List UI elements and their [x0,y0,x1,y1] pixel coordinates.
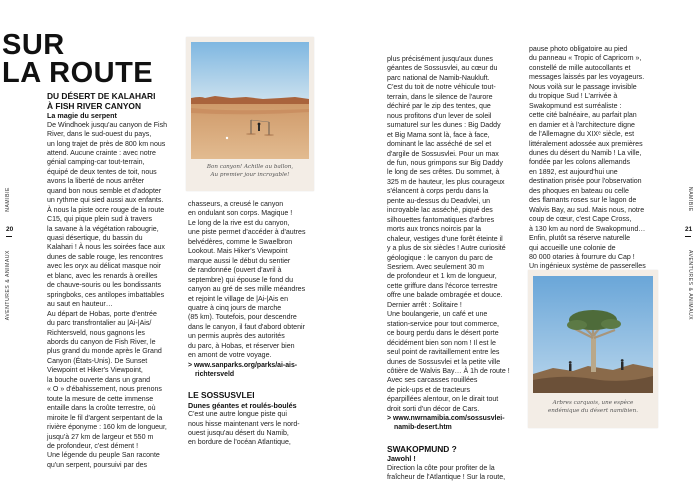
text-line: surnaturel sur les dunes : Big Daddy [387,122,501,130]
text-line: C15, qui pique plein sud à travers [47,216,152,224]
text-line: littéralement adossée aux premières [529,140,643,148]
text-line: De Windhoek jusqu'au canyon de Fish [47,121,168,129]
column-4 [529,45,664,291]
text-line: pente au-dessus du Deadvlei, un [387,197,491,205]
text-line: quatre à cinq jours de marche [188,304,282,312]
text-line: quasi désertique, du bassin du [47,235,143,243]
text-line: du panneau « Tropic of Capricorn », [529,55,642,63]
text-line: incroyable lac asséché, piqué des [387,207,493,215]
page-number-right: 21 [685,226,693,233]
title-line-2: LA ROUTE [2,57,154,89]
text-line: dominant le lac asséché de sel et [387,141,492,149]
text-line: en bordure de l'océan Atlantique, [188,439,291,447]
text-line: de randonnée (ouvert d'avril à [188,267,282,275]
photo-canyon-caption-1: Bon canyon! Achille au ballon, [206,164,294,170]
text-line: station-service pour tout commerce, [387,320,500,328]
text-line: belvédères, comme le Swaelbron [188,238,293,246]
text-line: géologique : le canyon du parc de [387,254,493,262]
section-subheading-jawohl: Jawohl ! [387,454,416,464]
text-line: décidément bien son nom ! Il est le [387,339,496,347]
text-line: la bouche ouverte dans un grand [47,376,151,384]
text-line: déchiré par le zip des tentes, que [387,103,491,111]
section-label-right: AVENTURES & ANIMAUX [687,250,693,321]
photo-quiver-card [528,270,658,428]
text-line: morts aux troncs noircis par la [387,226,481,234]
text-line: et Big Mama sont là, face à face, [387,131,490,139]
text-line: de l'Allemagne du XIXᵉ siècle, est [529,131,635,139]
section-3b-text [387,464,517,483]
text-line: dunes de sable rouge, les rencontres [47,253,163,261]
text-line: miroite le fil d'argent serpentant de la [47,414,163,422]
text-line: et rejoint le village de |Ai-|Ais en [188,295,289,303]
text-line: et blanc, avec les renards à oreilles [47,272,158,280]
text-line: (85 km). Toutefois, pour descendre [188,314,297,322]
text-line: une piste permet d'accéder à d'autres [188,229,306,237]
text-line: d'argile de Sossusvlei. Pour un max [387,150,499,158]
section-heading-kalahari-1: DU DÉSERT DE KALAHARI [47,91,156,101]
margin-separator-left [6,236,12,237]
canyon-photo [191,42,309,159]
page-number-left: 20 [6,226,14,233]
text-line: de profondeur et 1 km de longueur, [387,273,497,281]
sanparks-link-2[interactable]: richtersveld [195,370,235,378]
text-line: y a plus de six siècles ! Autre curiosité [387,245,506,253]
text-line: ce bourg perdu dans le désert porte [387,330,499,338]
text-line: des phoques en bateau ou celle [529,187,629,195]
text-line: C'est du toit de notre véhicule tout- [387,84,496,92]
text-line: de chauve-souris ou les bondissants [47,282,161,290]
text-line: du parc transfrontalier au |Ai-|Ais/ [47,320,152,328]
text-line: plus grand du monde après le Grand [47,348,162,356]
text-line: « O » d'ébahissement, nous prenons [47,386,162,394]
text-line: ouest jusqu'au désert du Namib, [188,430,289,438]
text-line: toute la mesure de cette immense [47,395,154,403]
nwrnamibia-link-1[interactable]: > www.nwrnamibia.com/sossusvlei- [387,415,505,423]
text-line: abords du canyon de Fish River, le [47,339,156,347]
text-line: jusqu'à 27 km de largeur et 550 m [47,433,154,441]
text-line: génial camping-car tout-terrain, [47,159,145,167]
photo-quiver-caption-2: endémique du désert namibien. [548,408,638,414]
text-line: dans le canyon, il faut d'abord obtenir [188,323,305,331]
text-line: Dernier arrêt : Solitaire ! [387,301,462,309]
photo-canyon-card [186,37,314,191]
text-line: offre une balade ombragée et douce. [387,292,503,300]
text-line: avec les oryx au délicat masque noir [47,263,161,271]
text-line: entaille dans la croûte terrestre, où [47,405,156,413]
text-line: plus précisément jusqu'aux dunes [387,56,493,63]
text-line: 325 m de hauteur, les plus courageux [387,178,505,186]
text-line: dunes du désert du Namib ! La ville, [529,149,642,157]
text-line: constellé de mille autocollants et [529,64,631,72]
text-line: en ondulant son corps. Magique ! [188,210,293,218]
text-line: Swakopmund est surréaliste : [529,102,622,110]
text-line: droit sorti d'un décor de Cars. [387,405,480,413]
text-line: seul point de ravitaillement entre les [387,349,500,357]
text-line: Walvis Bay, au sud. Mais nous, notre [529,206,645,214]
text-line: cette griffure dans l'écorce terrestre [387,282,498,290]
title-line-1: SUR [2,29,65,61]
photo-canyon-caption-2: Au premier jour incroyable! [210,172,290,178]
text-line: de profondeur, c'est dément ! [47,443,139,450]
text-line: côtière de Walvis Bay… À 1h de route ! [387,367,510,375]
text-line: dunes de Sossusvlei et la petite ville [387,358,501,366]
column-3 [387,55,517,483]
section-subheading-dunes: Dunes géantes et roulés-boulés [188,400,297,410]
text-line: géantes de Sossusvlei, au cœur du [387,65,498,73]
text-line: messages laissés par les voyageurs. [529,74,645,82]
text-line: Nous voilà sur le passage invisible [529,83,637,91]
section-label-left: AVENTURES & ANIMAUX [5,250,11,321]
text-line: Une légende du peuple San raconte [47,452,160,460]
text-line: en 1892, est aujourd'hui une [529,168,618,176]
text-line: C'est une autre longue piste qui [188,411,287,419]
text-line: silhouettes fantomatiques d'arbres [387,216,495,224]
text-line: de pick-ups et de tracteurs [387,386,471,394]
section-heading-sossusvlei: LE SOSSUSVLEI [188,390,255,401]
column-1 [47,92,182,470]
text-line: nous profitons d'un lever de soleil [387,112,492,120]
photo-quiver-caption-1: Arbres carquois, une espèce [552,400,634,406]
text-line: en damier et à l'architecture digne [529,121,635,129]
text-line: Avec ses carcasses rouillées [387,377,478,385]
section-2b-text [188,410,318,448]
text-line: cette cité balnéaire, au parfait plan [529,112,637,120]
nwrnamibia-link-2[interactable]: namib-desert.htm [394,424,452,432]
text-line: Un ingénieux système de passerelles [529,263,646,271]
text-line: un long trajet de près de 800 km nous [47,140,166,148]
text-line: Kalahari ! À nous les soirées face aux [47,244,165,252]
text-line: Au départ de Hobas, porte d'entrée [47,310,157,318]
text-line: marque aussi le début du sentier [188,257,291,265]
text-line: chaleur, vestiges d'une forêt éteinte il [387,235,503,243]
text-line: canyon au gré de ses mille méandres [188,286,306,294]
section-heading-kalahari-2: À FISH RIVER CANYON [47,100,141,111]
text-line: équipé de deux tentes de toit, nous [47,168,157,176]
column-2 [188,200,318,448]
text-line: Direction la côte pour profiter de la [387,464,495,472]
text-line: Sesriem. Avec seulement 30 m [387,263,485,271]
text-line: 80 000 otaries à fourrure du Cap ! [529,253,635,261]
text-line: Lookout. Mais Hiker's Viewpoint [188,248,288,256]
text-line: attend. Aucune crainte : avec notre [47,149,156,157]
text-line: quand bon nous semble et d'adopter [47,187,162,195]
text-line: Viewpoint et Hiker's Viewpoint, [47,367,143,375]
country-label-left: NAMIBIE [5,187,11,212]
text-line: chasseurs, a creusé le canyon [188,201,284,208]
text-line: springboks, ces antilopes imbattables [47,291,165,299]
text-line: de fun, nous grimpons sur Big Daddy [387,159,503,167]
section-subheading-serpent: La magie du serpent [47,111,117,121]
text-line: Richtersveld, nous gagnons les [47,329,145,337]
section-2-text [188,200,318,361]
section-3-text [387,55,517,414]
text-line: qu'un serpent, poursuivi par des [47,461,148,469]
text-line: un rythme qui sied aussi aux enfants. [47,197,164,205]
text-line: le long de ses crêtes. Du sommet, à [387,169,500,177]
text-line: pause photo obligatoire au pied [529,46,628,53]
text-line: nous hisse maintenant vers le nord- [188,420,300,428]
text-line: terrain, dans le silence de l'aurore [387,93,493,101]
text-line: s'élancent à corps perdu dans la [387,188,489,196]
text-line: Canyon (États-Unis). De Sunset [47,357,148,365]
text-line: avons la liberté de nous arrêter [47,178,145,186]
section-4-text [529,45,664,291]
text-line: parc national de Namib-Naukluft. [387,74,490,82]
section-1-text [47,121,182,471]
sanparks-link-1[interactable]: > www.sanparks.org/parks/ai-ais- [188,361,298,369]
text-line: qui accueille une colonie de [529,244,616,252]
text-line: éparpillées alentour, on le dirait tout [387,396,499,404]
text-line: destination prisée pour l'observation [529,178,642,186]
text-line: Enfin, plutôt sa réserve naturelle [529,235,631,243]
text-line: rivière éponyme : 160 km de longueur, [47,424,167,432]
text-line: River, dans le sud-ouest du pays, [47,131,152,139]
section-heading-swakopmund: SWAKOPMUND ? [387,443,457,454]
text-line: du parc, à Hobas, et réserver bien [188,342,295,350]
text-line: des flamants roses sur le lagon de [529,197,637,205]
quiver-tree-photo [533,276,653,393]
text-line: fondée par les colons allemands [529,159,631,167]
text-line: du tropique Sud ! L'arrivée à [529,93,618,101]
text-line: la savane à la végétation rabougrie, [47,225,159,233]
text-line: septembre) qui épouse le fond du [188,276,293,284]
text-line: Une boulangerie, un café et une [387,311,488,319]
text-line: un permis auprès des autorités [188,333,285,341]
text-line: à 130 km au nord de Swakopmund… [529,225,646,233]
country-label-right: NAMIBIE [687,187,693,212]
margin-separator-right [685,236,691,237]
text-line: Le long de la rive est du canyon, [188,219,290,227]
text-line: au saut en hauteur… [47,301,113,309]
page-title [2,31,153,87]
text-line: coup de cœur, c'est Cape Cross, [529,216,632,224]
text-line: À nous la piste ocre rouge de la route [47,206,165,214]
text-line: fraîcheur de l'Atlantique ! Sur la route, [387,474,506,482]
text-line: en amont de votre voyage. [188,352,272,360]
